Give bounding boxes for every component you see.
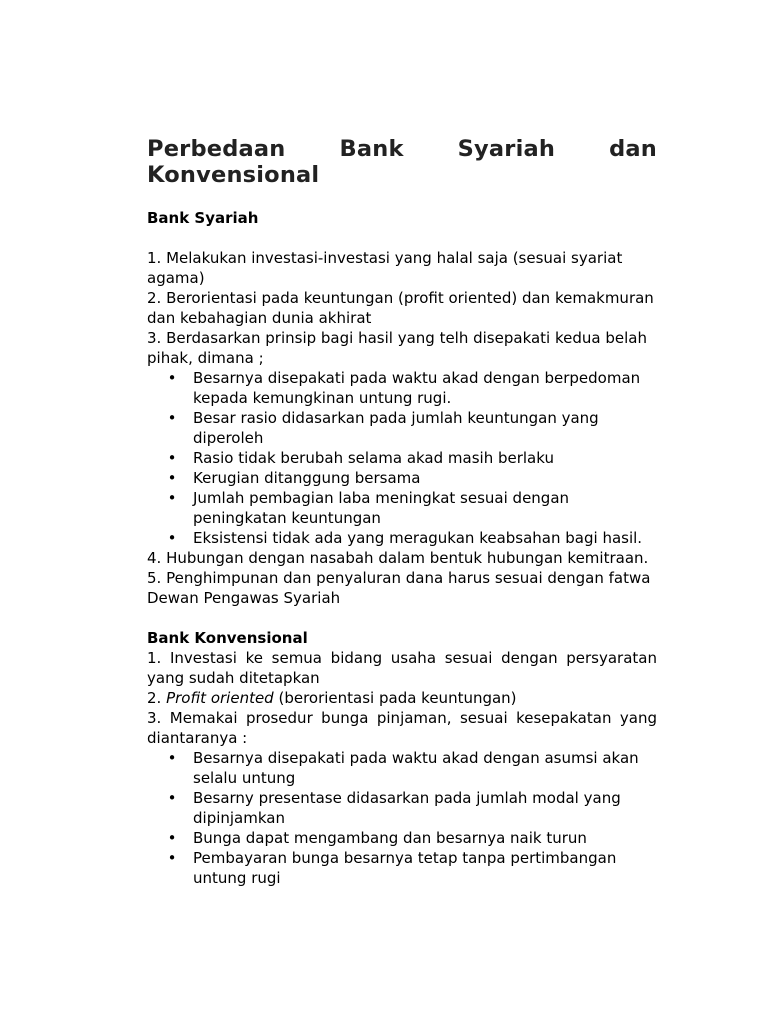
list-item-text: Jumlah pembagian laba meningkat sesuai dengan peningkatan keuntungan <box>193 489 570 527</box>
document-title: Perbedaan Bank Syariah dan Konvensional <box>147 136 657 188</box>
syariah-bullet-list <box>147 368 657 548</box>
list-item-text: Besarny presentase didasarkan pada jumlah modal yang dipinjamkan <box>193 789 621 827</box>
bullet-icon: • <box>167 529 177 547</box>
list-item <box>167 468 657 488</box>
bullet-icon: • <box>167 449 177 467</box>
konvensional-point-3: 3. Memakai prosedur bunga pinjaman, sesuai kesepakatan yang diantaranya : <box>147 709 657 747</box>
konvensional-point-1: 1. Investasi ke semua bidang usaha sesuai dengan persyaratan yang sudah ditetapkan <box>147 649 657 687</box>
konvensional-point-2-prefix: 2. <box>147 689 167 707</box>
syariah-point-1: 1. Melakukan investasi-investasi yang halal saja (sesuai syariat agama) <box>147 249 623 287</box>
konvensional-point-2-suffix: (berorientasi pada keuntungan) <box>273 689 517 707</box>
list-item <box>167 848 657 888</box>
document-page <box>147 136 657 888</box>
bullet-icon: • <box>167 789 177 807</box>
list-item-text: Bunga dapat mengambang dan besarnya naik turun <box>193 829 587 847</box>
bullet-icon: • <box>167 369 177 387</box>
list-item-text: Rasio tidak berubah selama akad masih berlaku <box>193 449 554 467</box>
list-item <box>167 368 657 408</box>
list-item-text: Pembayaran bunga besarnya tetap tanpa pertimbangan untung rugi <box>193 849 617 887</box>
spacer <box>147 188 657 208</box>
list-item-text: Besar rasio didasarkan pada jumlah keuntungan yang diperoleh <box>193 409 599 447</box>
bullet-icon: • <box>167 849 177 867</box>
list-item-text: Besarnya disepakati pada waktu akad dengan asumsi akan selalu untung <box>193 749 639 787</box>
list-item <box>167 408 657 448</box>
syariah-point-2: 2. Berorientasi pada keuntungan (profit oriented) dan kemakmuran dan kebahagian dunia akhirat <box>147 289 654 327</box>
konvensional-point-2 <box>147 688 657 708</box>
list-item-text: Eksistensi tidak ada yang meragukan keabsahan bagi hasil. <box>193 529 643 547</box>
section-heading-konvensional: Bank Konvensional <box>147 629 308 647</box>
syariah-point-3: 3. Berdasarkan prinsip bagi hasil yang telh disepakati kedua belah pihak, dimana ; <box>147 329 647 367</box>
konvensional-bullet-list <box>147 748 657 888</box>
list-item-text: Besarnya disepakati pada waktu akad dengan berpedoman kepada kemungkinan untung rugi. <box>193 369 641 407</box>
list-item <box>167 788 657 828</box>
syariah-point-5: 5. Penghimpunan dan penyaluran dana harus sesuai dengan fatwa Dewan Pengawas Syariah <box>147 569 651 607</box>
section-heading-syariah: Bank Syariah <box>147 209 259 227</box>
list-item <box>167 448 657 468</box>
konvensional-point-2-italic: Profit oriented <box>166 689 274 707</box>
list-item <box>167 748 657 788</box>
bullet-icon: • <box>167 829 177 847</box>
bullet-icon: • <box>167 489 177 507</box>
syariah-point-4: 4. Hubungan dengan nasabah dalam bentuk hubungan kemitraan. <box>147 549 649 567</box>
bullet-icon: • <box>167 409 177 427</box>
spacer <box>147 608 657 628</box>
list-item-text: Kerugian ditanggung bersama <box>193 469 421 487</box>
list-item <box>167 488 657 528</box>
spacer <box>147 228 657 248</box>
bullet-icon: • <box>167 749 177 767</box>
list-item <box>167 528 657 548</box>
list-item <box>167 828 657 848</box>
bullet-icon: • <box>167 469 177 487</box>
